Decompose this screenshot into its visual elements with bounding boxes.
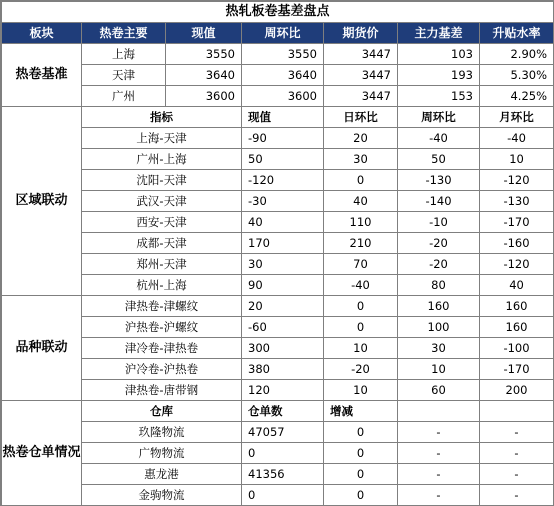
table-cell: 5.30% [480, 65, 554, 86]
table-cell: 47057 [242, 422, 324, 443]
sub-header-cell [398, 401, 480, 422]
table-cell: -60 [242, 317, 324, 338]
table-row [2, 254, 554, 275]
table-cell: -90 [242, 128, 324, 149]
table-cell: -170 [480, 212, 554, 233]
table-cell: 武汉-天津 [82, 191, 242, 212]
table-cell: 3550 [166, 44, 242, 65]
header-cell: 周环比 [242, 23, 324, 44]
table-cell: 40 [480, 275, 554, 296]
section-label: 热卷仓单情况 [2, 401, 82, 506]
table-cell: 0 [324, 317, 398, 338]
sub-header-cell: 增减 [324, 401, 398, 422]
table-cell: 0 [324, 422, 398, 443]
table-cell: 70 [324, 254, 398, 275]
table-cell: 惠龙港 [82, 464, 242, 485]
table-row [2, 296, 554, 317]
table-cell: - [398, 422, 480, 443]
table-cell: 3600 [166, 86, 242, 107]
table-cell: -120 [480, 254, 554, 275]
table-cell: 41356 [242, 464, 324, 485]
table-cell: 193 [398, 65, 480, 86]
table-cell: 30 [398, 338, 480, 359]
table-row [2, 149, 554, 170]
table-row [2, 275, 554, 296]
table-row [2, 422, 554, 443]
table-cell: -20 [398, 233, 480, 254]
table-row [2, 191, 554, 212]
table-cell: - [398, 443, 480, 464]
table-cell: 90 [242, 275, 324, 296]
table-cell: 津冷卷-津热卷 [82, 338, 242, 359]
table-row [2, 86, 554, 107]
table-cell: 天津 [82, 65, 166, 86]
header-cell: 热卷主要 [82, 23, 166, 44]
table-cell: 0 [242, 443, 324, 464]
section-label: 品种联动 [2, 296, 82, 401]
table-cell: 玖隆物流 [82, 422, 242, 443]
table-row [2, 464, 554, 485]
table-cell: 0 [324, 485, 398, 506]
table-cell: 0 [324, 443, 398, 464]
sub-header-cell: 指标 [82, 107, 242, 128]
sub-header-cell: 周环比 [398, 107, 480, 128]
table-cell: -20 [398, 254, 480, 275]
sub-header-cell: 月环比 [480, 107, 554, 128]
table-row [2, 212, 554, 233]
table-cell: 郑州-天津 [82, 254, 242, 275]
sub-header-row [2, 107, 554, 128]
table-cell: - [480, 464, 554, 485]
sub-header-cell: 仓单数 [242, 401, 324, 422]
sub-header-row [2, 401, 554, 422]
table-cell: 10 [324, 338, 398, 359]
table-cell: 2.90% [480, 44, 554, 65]
header-cell: 升贴水率 [480, 23, 554, 44]
table-row [2, 485, 554, 506]
table-cell: 160 [398, 296, 480, 317]
table-cell: 3640 [242, 65, 324, 86]
table-cell: 广州 [82, 86, 166, 107]
table-cell: 3447 [324, 86, 398, 107]
table-cell: 沪热卷-沪螺纹 [82, 317, 242, 338]
table-cell: 广州-上海 [82, 149, 242, 170]
basis-table [1, 1, 554, 506]
table-cell: -20 [324, 359, 398, 380]
table-cell: 西安-天津 [82, 212, 242, 233]
table-cell: 30 [242, 254, 324, 275]
table-cell: 3600 [242, 86, 324, 107]
table-cell: 200 [480, 380, 554, 401]
table-cell: 50 [242, 149, 324, 170]
table-row [2, 380, 554, 401]
table-cell: -30 [242, 191, 324, 212]
table-cell: 160 [480, 296, 554, 317]
table-cell: -160 [480, 233, 554, 254]
table-cell: - [398, 464, 480, 485]
table-cell: -100 [480, 338, 554, 359]
table-cell: 20 [242, 296, 324, 317]
table-row [2, 170, 554, 191]
header-cell: 板块 [2, 23, 82, 44]
table-cell: 3447 [324, 44, 398, 65]
table-cell: 津热卷-唐带钢 [82, 380, 242, 401]
table-cell: 沈阳-天津 [82, 170, 242, 191]
table-cell: 100 [398, 317, 480, 338]
table-cell: 杭州-上海 [82, 275, 242, 296]
table-cell: 3447 [324, 65, 398, 86]
table-cell: 4.25% [480, 86, 554, 107]
table-cell: 0 [242, 485, 324, 506]
table-cell: 0 [324, 464, 398, 485]
table-cell: 0 [324, 170, 398, 191]
table-cell: 广物物流 [82, 443, 242, 464]
header-row [2, 23, 554, 44]
table-cell: 成都-天津 [82, 233, 242, 254]
header-cell: 期货价 [324, 23, 398, 44]
table-cell: 300 [242, 338, 324, 359]
sub-header-cell: 日环比 [324, 107, 398, 128]
table-cell: 110 [324, 212, 398, 233]
table-cell: 380 [242, 359, 324, 380]
table-cell: -170 [480, 359, 554, 380]
table-cell: 0 [324, 296, 398, 317]
table-cell: 170 [242, 233, 324, 254]
table-cell: 10 [480, 149, 554, 170]
table-cell: -120 [480, 170, 554, 191]
table-row [2, 128, 554, 149]
table-cell: 60 [398, 380, 480, 401]
table-cell: 103 [398, 44, 480, 65]
table-cell: -40 [398, 128, 480, 149]
table-row [2, 65, 554, 86]
table-cell: 50 [398, 149, 480, 170]
sub-header-cell [480, 401, 554, 422]
table-cell: 120 [242, 380, 324, 401]
sub-header-cell: 现值 [242, 107, 324, 128]
table-row [2, 443, 554, 464]
table-row [2, 338, 554, 359]
table-cell: 上海 [82, 44, 166, 65]
table-cell: - [480, 485, 554, 506]
table-cell: 153 [398, 86, 480, 107]
table-cell: -130 [398, 170, 480, 191]
table-cell: -120 [242, 170, 324, 191]
table-cell: - [480, 443, 554, 464]
table-cell: 上海-天津 [82, 128, 242, 149]
table-cell: 沪冷卷-沪热卷 [82, 359, 242, 380]
table-cell: 10 [324, 380, 398, 401]
table-cell: 160 [480, 317, 554, 338]
table-cell: 30 [324, 149, 398, 170]
table-cell: -40 [324, 275, 398, 296]
table-title: 热轧板卷基差盘点 [2, 2, 554, 23]
table-row [2, 317, 554, 338]
header-cell: 主力基差 [398, 23, 480, 44]
sub-header-cell: 仓库 [82, 401, 242, 422]
section-label: 热卷基准 [2, 44, 82, 107]
table-row [2, 44, 554, 65]
table-cell: - [480, 422, 554, 443]
table-cell: -10 [398, 212, 480, 233]
table-row [2, 233, 554, 254]
table-cell: 80 [398, 275, 480, 296]
table-cell: 40 [324, 191, 398, 212]
table-cell: -130 [480, 191, 554, 212]
table-cell: 津热卷-津螺纹 [82, 296, 242, 317]
table-cell: -40 [480, 128, 554, 149]
header-cell: 现值 [166, 23, 242, 44]
table-cell: 210 [324, 233, 398, 254]
table-cell: -140 [398, 191, 480, 212]
table-cell: 3640 [166, 65, 242, 86]
table-cell: 20 [324, 128, 398, 149]
table-row [2, 359, 554, 380]
table-cell: - [398, 485, 480, 506]
table-cell: 40 [242, 212, 324, 233]
table-cell: 金驹物流 [82, 485, 242, 506]
table-cell: 10 [398, 359, 480, 380]
table-cell: 3550 [242, 44, 324, 65]
section-label: 区域联动 [2, 107, 82, 296]
